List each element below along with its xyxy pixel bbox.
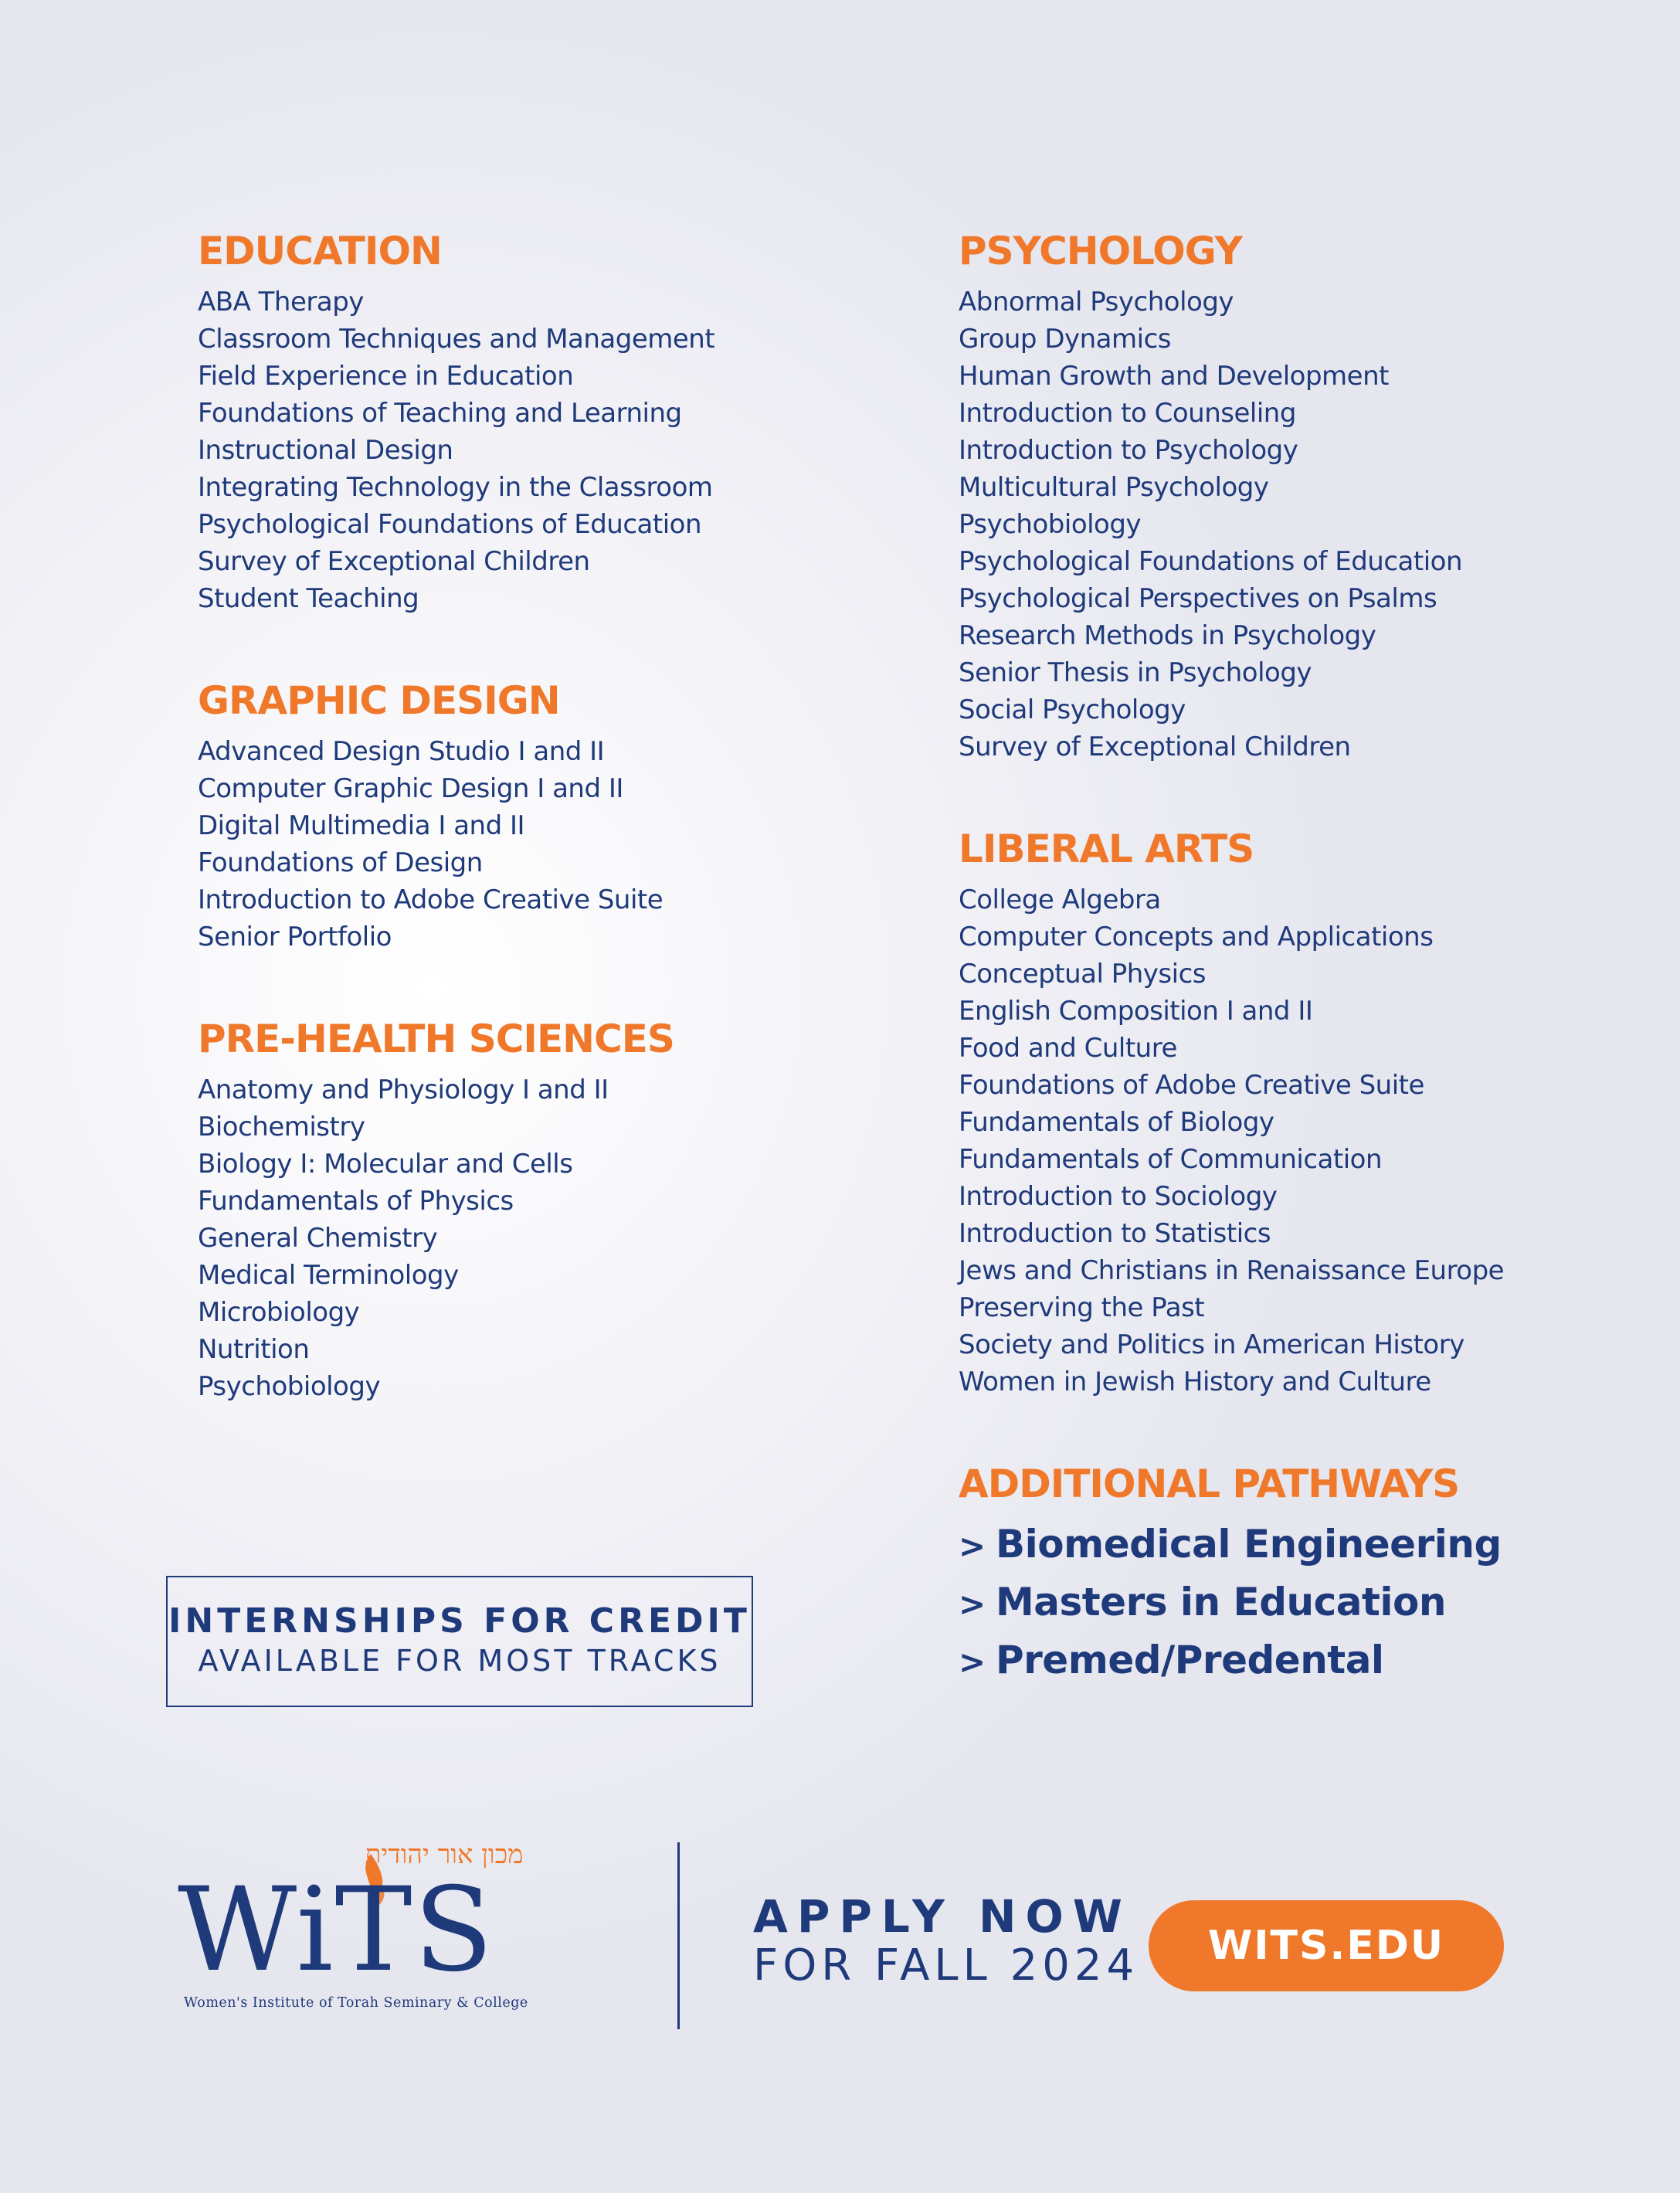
course-item: Classroom Techniques and Management [198,324,715,355]
pathway-item [959,1516,1654,1574]
course-item: Foundations of Design [198,847,483,878]
section-additional-pathways [959,1461,1654,1690]
course-item: English Composition I and II [959,996,1313,1027]
course-item: Jews and Christians in Renaissance Europe [959,1255,1505,1286]
course-item: Introduction to Psychology [959,435,1298,466]
course-item: Foundations of Teaching and Learning [198,398,682,429]
pathway-label: Premed/Predental [996,1638,1384,1682]
course-item: Integrating Technology in the Classroom [198,472,713,503]
course-item: Advanced Design Studio I and II [198,736,605,767]
chevron-right-icon: > [959,1527,986,1565]
course-item: Food and Culture [959,1033,1177,1064]
logo-hebrew-text: מכון אור יהודית [365,1839,524,1870]
course-item: Psychological Foundations of Education [198,509,702,540]
course-item: Nutrition [198,1334,310,1365]
course-item: Senior Thesis in Psychology [959,657,1312,688]
course-item: Microbiology [198,1297,360,1328]
course-item: Multicultural Psychology [959,472,1269,503]
section-liberal-arts [959,826,1654,1400]
course-item: Preserving the Past [959,1292,1205,1323]
course-item: Introduction to Sociology [959,1181,1278,1212]
course-item: Psychological Foundations of Education [959,546,1463,577]
course-list-liberal-arts [959,881,1654,1400]
course-item: Social Psychology [959,694,1186,725]
pathway-item [959,1574,1654,1632]
course-item: Biochemistry [198,1112,365,1142]
course-item: Introduction to Counseling [959,398,1296,429]
course-item: Research Methods in Psychology [959,620,1376,651]
course-list-education [198,283,893,617]
course-item: Human Growth and Development [959,361,1389,392]
course-item: Introduction to Adobe Creative Suite [198,884,664,915]
course-item: Psychobiology [198,1371,381,1402]
section-title-additional-pathways: ADDITIONAL PATHWAYS [959,1461,1460,1506]
section-title-liberal-arts: LIBERAL ARTS [959,827,1254,871]
chevron-right-icon: > [959,1585,986,1623]
section-graphic-design [198,677,893,956]
course-item: Fundamentals of Communication [959,1144,1382,1175]
internships-callout [166,1576,753,1707]
apply-now-block [753,1891,1139,1990]
right-column [959,228,1654,1750]
course-item: Group Dynamics [959,324,1171,355]
course-item: Fundamentals of Biology [959,1107,1274,1138]
course-item: Medical Terminology [198,1260,459,1291]
section-title-graphic-design: GRAPHIC DESIGN [198,678,560,723]
course-item: Foundations of Adobe Creative Suite [959,1070,1424,1101]
course-list-graphic-design [198,733,893,956]
course-item: College Algebra [959,884,1161,915]
course-item: Anatomy and Physiology I and II [198,1074,609,1105]
section-title-pre-health: PRE-HEALTH SCIENCES [198,1017,674,1061]
section-education [198,228,893,617]
course-item: Survey of Exceptional Children [959,732,1351,762]
chevron-right-icon: > [959,1643,986,1681]
course-item: Field Experience in Education [198,361,574,392]
course-list-psychology [959,283,1654,766]
pathway-list [959,1516,1654,1690]
course-item: Student Teaching [198,583,419,614]
course-item: Psychological Perspectives on Psalms [959,583,1437,614]
course-item: Biology I: Molecular and Cells [198,1149,573,1180]
internships-heading: INTERNSHIPS FOR CREDIT [168,1601,751,1641]
apply-now-heading: APPLY NOW [753,1890,1132,1943]
pathway-label: Biomedical Engineering [996,1522,1502,1567]
section-pre-health-sciences [198,1016,893,1405]
pathway-label: Masters in Education [996,1580,1446,1624]
logo-tagline: Women's Institute of Torah Seminary & College [184,1995,528,2011]
website-button[interactable]: WITS.EDU [1149,1900,1504,1991]
vertical-divider [677,1842,680,2029]
apply-now-subheading: FOR FALL 2024 [753,1940,1139,1991]
course-item: Computer Concepts and Applications [959,922,1434,952]
course-item: Psychobiology [959,509,1142,540]
course-item: Abnormal Psychology [959,287,1234,317]
course-item: Computer Graphic Design I and II [198,773,623,804]
pathway-item [959,1632,1654,1690]
course-item: Society and Politics in American History [959,1329,1464,1360]
course-list-pre-health [198,1071,893,1405]
course-item: Introduction to Statistics [959,1218,1271,1249]
section-title-psychology: PSYCHOLOGY [959,229,1242,273]
course-item: ABA Therapy [198,287,364,317]
section-psychology [959,228,1654,766]
course-item: Women in Jewish History and Culture [959,1366,1431,1397]
course-item: Conceptual Physics [959,959,1206,990]
course-item: Instructional Design [198,435,453,466]
logo-wordmark: WiTS [178,1863,495,1998]
course-item: General Chemistry [198,1223,438,1254]
course-item: Digital Multimedia I and II [198,810,525,841]
course-item: Fundamentals of Physics [198,1186,514,1217]
section-title-education: EDUCATION [198,229,442,273]
left-column [198,228,893,1465]
course-item: Senior Portfolio [198,922,392,952]
wits-logo [178,1831,610,2016]
internships-subheading: AVAILABLE FOR MOST TRACKS [198,1644,721,1678]
course-item: Survey of Exceptional Children [198,546,590,577]
